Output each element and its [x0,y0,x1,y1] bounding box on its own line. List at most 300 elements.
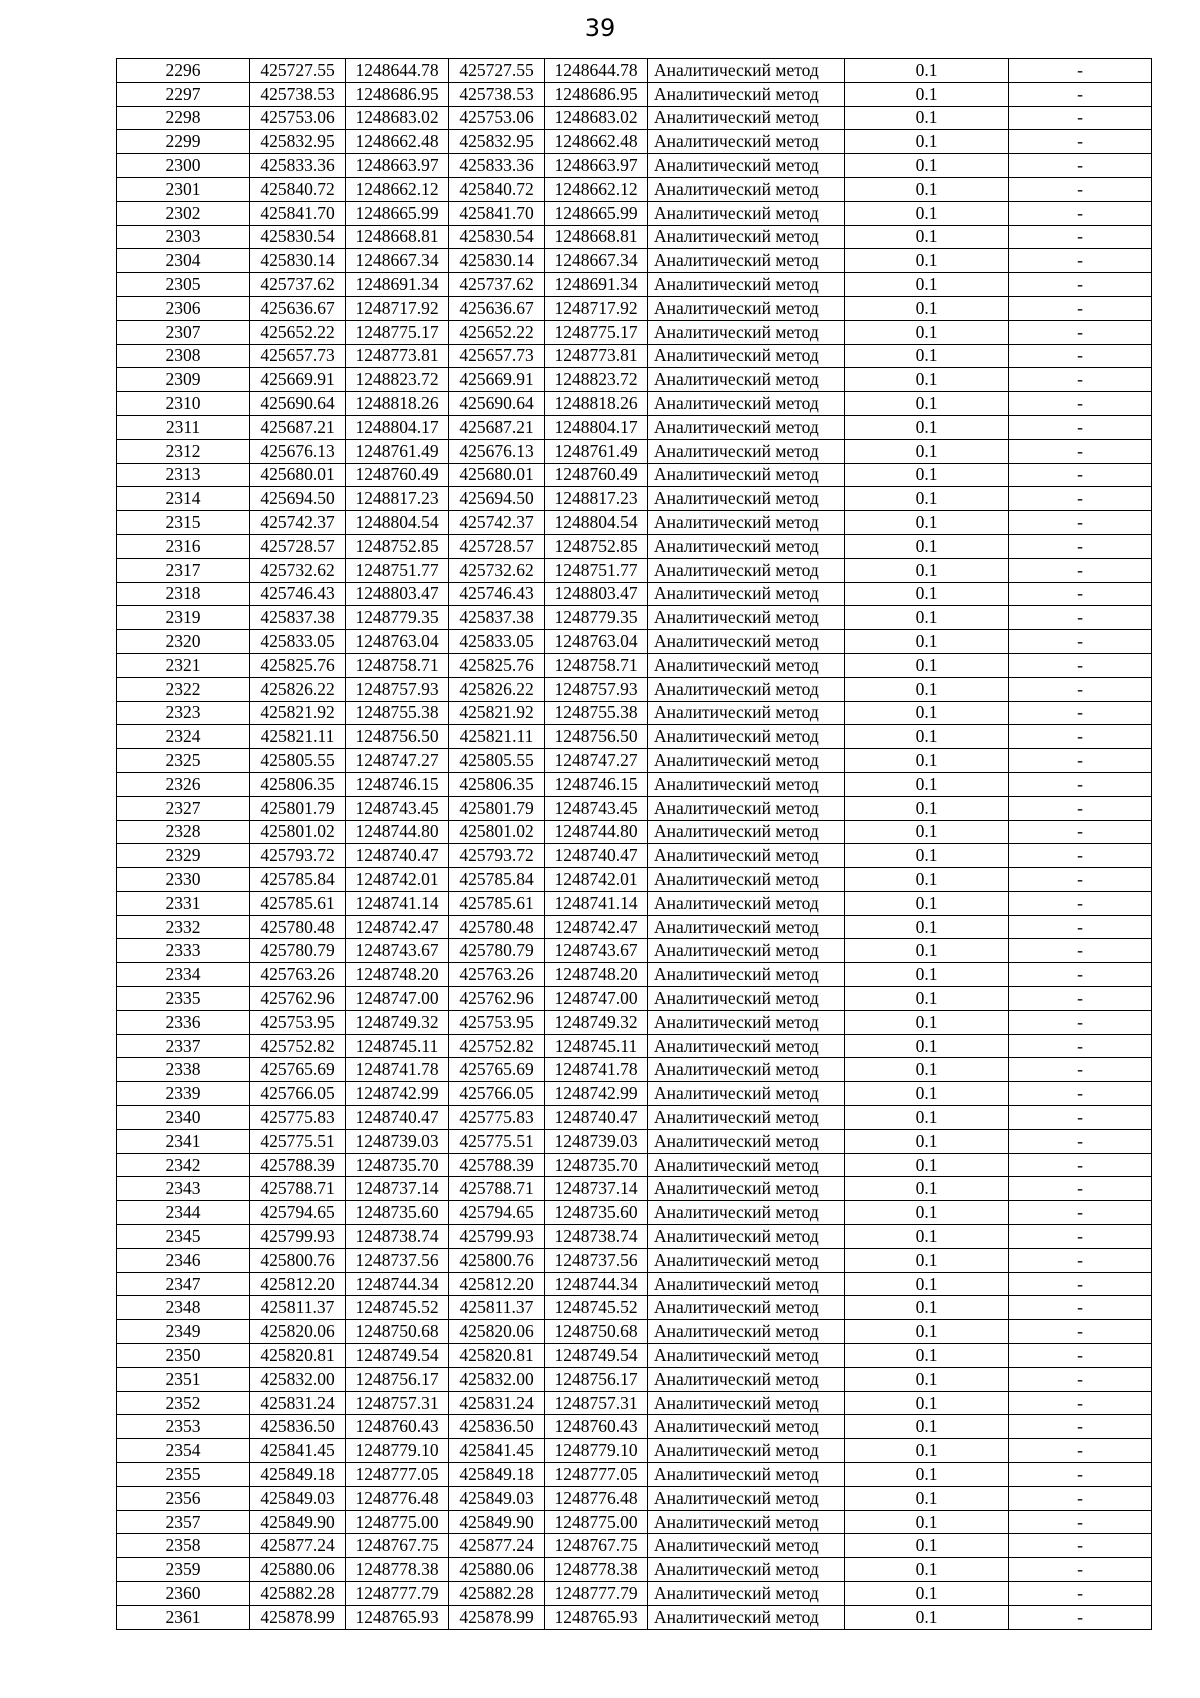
y-coord-cell: 1248803.47 [545,582,648,606]
point-number-cell: 2315 [117,511,250,535]
table-row [117,1082,1152,1106]
dash-cell: - [1009,1082,1152,1106]
y-coord-cell: 1248777.79 [545,1582,648,1606]
y-coord-cell: 1248749.32 [545,1010,648,1034]
method-cell: Аналитический метод [648,1367,845,1391]
x-coord-cell: 425742.37 [250,511,346,535]
y-coord-cell: 1248775.00 [545,1510,648,1534]
accuracy-cell: 0.1 [845,820,1009,844]
point-number-cell: 2307 [117,320,250,344]
accuracy-cell: 0.1 [845,1010,1009,1034]
y-coord-cell: 1248758.71 [545,653,648,677]
method-cell: Аналитический метод [648,320,845,344]
y-coord-cell: 1248665.99 [346,201,449,225]
method-cell: Аналитический метод [648,558,845,582]
dash-cell: - [1009,1129,1152,1153]
dash-cell: - [1009,1344,1152,1368]
point-number-cell: 2312 [117,439,250,463]
accuracy-cell: 0.1 [845,1248,1009,1272]
y-coord-cell: 1248803.47 [346,582,449,606]
y-coord-cell: 1248735.60 [545,1201,648,1225]
method-cell: Аналитический метод [648,106,845,130]
dash-cell: - [1009,891,1152,915]
table-row [117,677,1152,701]
point-number-cell: 2340 [117,1106,250,1130]
x-coord-cell: 425821.92 [250,701,346,725]
accuracy-cell: 0.1 [845,558,1009,582]
x-coord-cell: 425799.93 [250,1225,346,1249]
point-number-cell: 2353 [117,1415,250,1439]
x-coord-cell: 425820.06 [250,1320,346,1344]
method-cell: Аналитический метод [648,701,845,725]
table-row [117,749,1152,773]
x-coord-cell: 425880.06 [449,1558,545,1582]
method-cell: Аналитический метод [648,1582,845,1606]
x-coord-cell: 425841.45 [250,1439,346,1463]
accuracy-cell: 0.1 [845,1534,1009,1558]
accuracy-cell: 0.1 [845,868,1009,892]
accuracy-cell: 0.1 [845,177,1009,201]
y-coord-cell: 1248740.47 [346,1106,449,1130]
y-coord-cell: 1248767.75 [545,1534,648,1558]
dash-cell: - [1009,1320,1152,1344]
table-row [117,82,1152,106]
table-row [117,273,1152,297]
point-number-cell: 2313 [117,463,250,487]
x-coord-cell: 425821.92 [449,701,545,725]
accuracy-cell: 0.1 [845,606,1009,630]
point-number-cell: 2351 [117,1367,250,1391]
point-number-cell: 2347 [117,1272,250,1296]
y-coord-cell: 1248744.34 [545,1272,648,1296]
y-coord-cell: 1248756.50 [346,725,449,749]
x-coord-cell: 425821.11 [250,725,346,749]
dash-cell: - [1009,677,1152,701]
x-coord-cell: 425753.06 [250,106,346,130]
x-coord-cell: 425727.55 [449,59,545,83]
x-coord-cell: 425775.83 [250,1106,346,1130]
x-coord-cell: 425882.28 [250,1582,346,1606]
x-coord-cell: 425694.50 [449,487,545,511]
y-coord-cell: 1248804.17 [346,415,449,439]
accuracy-cell: 0.1 [845,1558,1009,1582]
dash-cell: - [1009,1486,1152,1510]
dash-cell: - [1009,344,1152,368]
y-coord-cell: 1248761.49 [346,439,449,463]
point-number-cell: 2348 [117,1296,250,1320]
table-row [117,1391,1152,1415]
dash-cell: - [1009,1248,1152,1272]
x-coord-cell: 425825.76 [449,653,545,677]
y-coord-cell: 1248748.20 [346,963,449,987]
accuracy-cell: 0.1 [845,915,1009,939]
table-row [117,1463,1152,1487]
table-row [117,1272,1152,1296]
accuracy-cell: 0.1 [845,891,1009,915]
point-number-cell: 2349 [117,1320,250,1344]
accuracy-cell: 0.1 [845,1605,1009,1629]
table-row [117,249,1152,273]
x-coord-cell: 425840.72 [449,177,545,201]
x-coord-cell: 425882.28 [449,1582,545,1606]
accuracy-cell: 0.1 [845,344,1009,368]
table-row [117,1296,1152,1320]
accuracy-cell: 0.1 [845,1344,1009,1368]
y-coord-cell: 1248662.48 [346,130,449,154]
x-coord-cell: 425811.37 [449,1296,545,1320]
method-cell: Аналитический метод [648,1272,845,1296]
method-cell: Аналитический метод [648,1534,845,1558]
point-number-cell: 2304 [117,249,250,273]
point-number-cell: 2297 [117,82,250,106]
y-coord-cell: 1248742.47 [545,915,648,939]
dash-cell: - [1009,463,1152,487]
y-coord-cell: 1248735.70 [545,1153,648,1177]
accuracy-cell: 0.1 [845,154,1009,178]
point-number-cell: 2302 [117,201,250,225]
table-row [117,511,1152,535]
table-row [117,225,1152,249]
x-coord-cell: 425694.50 [250,487,346,511]
y-coord-cell: 1248644.78 [346,59,449,83]
point-number-cell: 2326 [117,772,250,796]
method-cell: Аналитический метод [648,392,845,416]
y-coord-cell: 1248644.78 [545,59,648,83]
accuracy-cell: 0.1 [845,368,1009,392]
x-coord-cell: 425780.79 [449,939,545,963]
x-coord-cell: 425785.84 [449,868,545,892]
accuracy-cell: 0.1 [845,1582,1009,1606]
table-row [117,725,1152,749]
accuracy-cell: 0.1 [845,463,1009,487]
x-coord-cell: 425652.22 [250,320,346,344]
accuracy-cell: 0.1 [845,1439,1009,1463]
point-number-cell: 2318 [117,582,250,606]
x-coord-cell: 425753.95 [250,1010,346,1034]
dash-cell: - [1009,963,1152,987]
point-number-cell: 2359 [117,1558,250,1582]
table-row [117,1153,1152,1177]
y-coord-cell: 1248779.35 [346,606,449,630]
dash-cell: - [1009,939,1152,963]
accuracy-cell: 0.1 [845,1082,1009,1106]
accuracy-cell: 0.1 [845,939,1009,963]
dash-cell: - [1009,844,1152,868]
method-cell: Аналитический метод [648,415,845,439]
x-coord-cell: 425752.82 [449,1034,545,1058]
table-row [117,1058,1152,1082]
table-row [117,106,1152,130]
y-coord-cell: 1248756.17 [346,1367,449,1391]
y-coord-cell: 1248749.32 [346,1010,449,1034]
accuracy-cell: 0.1 [845,1058,1009,1082]
x-coord-cell: 425775.51 [449,1129,545,1153]
dash-cell: - [1009,772,1152,796]
x-coord-cell: 425738.53 [250,82,346,106]
y-coord-cell: 1248745.52 [545,1296,648,1320]
dash-cell: - [1009,1106,1152,1130]
x-coord-cell: 425801.79 [449,796,545,820]
point-number-cell: 2320 [117,630,250,654]
x-coord-cell: 425775.51 [250,1129,346,1153]
table-row [117,582,1152,606]
x-coord-cell: 425766.05 [449,1082,545,1106]
x-coord-cell: 425806.35 [449,772,545,796]
y-coord-cell: 1248737.56 [346,1248,449,1272]
y-coord-cell: 1248778.38 [346,1558,449,1582]
y-coord-cell: 1248757.93 [346,677,449,701]
x-coord-cell: 425793.72 [250,844,346,868]
y-coord-cell: 1248760.49 [545,463,648,487]
dash-cell: - [1009,796,1152,820]
accuracy-cell: 0.1 [845,844,1009,868]
method-cell: Аналитический метод [648,177,845,201]
y-coord-cell: 1248752.85 [346,534,449,558]
method-cell: Аналитический метод [648,749,845,773]
x-coord-cell: 425833.05 [449,630,545,654]
accuracy-cell: 0.1 [845,749,1009,773]
point-number-cell: 2317 [117,558,250,582]
y-coord-cell: 1248752.85 [545,534,648,558]
accuracy-cell: 0.1 [845,59,1009,83]
x-coord-cell: 425836.50 [449,1415,545,1439]
method-cell: Аналитический метод [648,1177,845,1201]
method-cell: Аналитический метод [648,963,845,987]
accuracy-cell: 0.1 [845,1034,1009,1058]
x-coord-cell: 425801.02 [449,820,545,844]
dash-cell: - [1009,534,1152,558]
table-row [117,1344,1152,1368]
table-row [117,415,1152,439]
accuracy-cell: 0.1 [845,439,1009,463]
y-coord-cell: 1248745.11 [545,1034,648,1058]
y-coord-cell: 1248773.81 [346,344,449,368]
accuracy-cell: 0.1 [845,82,1009,106]
x-coord-cell: 425806.35 [250,772,346,796]
y-coord-cell: 1248663.97 [545,154,648,178]
y-coord-cell: 1248667.34 [346,249,449,273]
y-coord-cell: 1248668.81 [346,225,449,249]
x-coord-cell: 425737.62 [449,273,545,297]
table-row [117,1510,1152,1534]
x-coord-cell: 425849.90 [250,1510,346,1534]
y-coord-cell: 1248818.26 [346,392,449,416]
point-number-cell: 2327 [117,796,250,820]
x-coord-cell: 425780.48 [449,915,545,939]
x-coord-cell: 425676.13 [250,439,346,463]
x-coord-cell: 425849.03 [250,1486,346,1510]
accuracy-cell: 0.1 [845,1320,1009,1344]
x-coord-cell: 425849.03 [449,1486,545,1510]
y-coord-cell: 1248686.95 [545,82,648,106]
page-number: 39 [584,14,616,42]
table-row [117,1225,1152,1249]
x-coord-cell: 425763.26 [449,963,545,987]
point-number-cell: 2330 [117,868,250,892]
dash-cell: - [1009,130,1152,154]
dash-cell: - [1009,82,1152,106]
y-coord-cell: 1248763.04 [545,630,648,654]
point-number-cell: 2301 [117,177,250,201]
table-row [117,939,1152,963]
point-number-cell: 2333 [117,939,250,963]
x-coord-cell: 425737.62 [250,273,346,297]
y-coord-cell: 1248779.10 [545,1439,648,1463]
x-coord-cell: 425832.00 [449,1367,545,1391]
method-cell: Аналитический метод [648,296,845,320]
accuracy-cell: 0.1 [845,1367,1009,1391]
x-coord-cell: 425690.64 [449,392,545,416]
accuracy-cell: 0.1 [845,1106,1009,1130]
method-cell: Аналитический метод [648,225,845,249]
table-row [117,1605,1152,1629]
table-row [117,1177,1152,1201]
x-coord-cell: 425794.65 [449,1201,545,1225]
method-cell: Аналитический метод [648,344,845,368]
y-coord-cell: 1248741.78 [346,1058,449,1082]
point-number-cell: 2329 [117,844,250,868]
y-coord-cell: 1248746.15 [346,772,449,796]
accuracy-cell: 0.1 [845,701,1009,725]
dash-cell: - [1009,749,1152,773]
y-coord-cell: 1248686.95 [346,82,449,106]
accuracy-cell: 0.1 [845,1486,1009,1510]
method-cell: Аналитический метод [648,725,845,749]
y-coord-cell: 1248735.60 [346,1201,449,1225]
dash-cell: - [1009,653,1152,677]
method-cell: Аналитический метод [648,582,845,606]
table-row [117,1582,1152,1606]
accuracy-cell: 0.1 [845,249,1009,273]
table-row [117,868,1152,892]
x-coord-cell: 425820.81 [449,1344,545,1368]
x-coord-cell: 425762.96 [250,987,346,1011]
accuracy-cell: 0.1 [845,582,1009,606]
x-coord-cell: 425821.11 [449,725,545,749]
method-cell: Аналитический метод [648,1201,845,1225]
dash-cell: - [1009,1153,1152,1177]
y-coord-cell: 1248740.47 [545,1106,648,1130]
y-coord-cell: 1248823.72 [346,368,449,392]
x-coord-cell: 425727.55 [250,59,346,83]
dash-cell: - [1009,154,1152,178]
point-number-cell: 2352 [117,1391,250,1415]
x-coord-cell: 425849.18 [250,1463,346,1487]
y-coord-cell: 1248757.93 [545,677,648,701]
x-coord-cell: 425788.39 [449,1153,545,1177]
y-coord-cell: 1248777.79 [346,1582,449,1606]
x-coord-cell: 425849.18 [449,1463,545,1487]
y-coord-cell: 1248779.10 [346,1439,449,1463]
y-coord-cell: 1248691.34 [346,273,449,297]
point-number-cell: 2339 [117,1082,250,1106]
table-row [117,796,1152,820]
y-coord-cell: 1248750.68 [346,1320,449,1344]
x-coord-cell: 425826.22 [250,677,346,701]
table-row [117,701,1152,725]
method-cell: Аналитический метод [648,1391,845,1415]
dash-cell: - [1009,1415,1152,1439]
table-row [117,392,1152,416]
dash-cell: - [1009,439,1152,463]
y-coord-cell: 1248741.14 [346,891,449,915]
point-number-cell: 2355 [117,1463,250,1487]
y-coord-cell: 1248662.12 [346,177,449,201]
table-row [117,963,1152,987]
x-coord-cell: 425657.73 [449,344,545,368]
y-coord-cell: 1248818.26 [545,392,648,416]
point-number-cell: 2337 [117,1034,250,1058]
table-row [117,154,1152,178]
table-row [117,463,1152,487]
dash-cell: - [1009,59,1152,83]
method-cell: Аналитический метод [648,630,845,654]
accuracy-cell: 0.1 [845,725,1009,749]
y-coord-cell: 1248737.56 [545,1248,648,1272]
y-coord-cell: 1248744.80 [346,820,449,844]
point-number-cell: 2328 [117,820,250,844]
y-coord-cell: 1248777.05 [545,1463,648,1487]
y-coord-cell: 1248747.00 [545,987,648,1011]
y-coord-cell: 1248742.01 [346,868,449,892]
y-coord-cell: 1248773.81 [545,344,648,368]
y-coord-cell: 1248749.54 [346,1344,449,1368]
point-number-cell: 2345 [117,1225,250,1249]
x-coord-cell: 425690.64 [250,392,346,416]
y-coord-cell: 1248779.35 [545,606,648,630]
y-coord-cell: 1248751.77 [545,558,648,582]
dash-cell: - [1009,1225,1152,1249]
x-coord-cell: 425676.13 [449,439,545,463]
dash-cell: - [1009,225,1152,249]
accuracy-cell: 0.1 [845,296,1009,320]
y-coord-cell: 1248739.03 [545,1129,648,1153]
method-cell: Аналитический метод [648,1320,845,1344]
y-coord-cell: 1248767.75 [346,1534,449,1558]
method-cell: Аналитический метод [648,487,845,511]
x-coord-cell: 425680.01 [250,463,346,487]
y-coord-cell: 1248748.20 [545,963,648,987]
method-cell: Аналитический метод [648,939,845,963]
method-cell: Аналитический метод [648,511,845,535]
x-coord-cell: 425728.57 [449,534,545,558]
y-coord-cell: 1248668.81 [545,225,648,249]
dash-cell: - [1009,106,1152,130]
x-coord-cell: 425832.95 [449,130,545,154]
x-coord-cell: 425832.00 [250,1367,346,1391]
x-coord-cell: 425680.01 [449,463,545,487]
point-number-cell: 2316 [117,534,250,558]
x-coord-cell: 425805.55 [449,749,545,773]
x-coord-cell: 425788.71 [449,1177,545,1201]
point-number-cell: 2342 [117,1153,250,1177]
method-cell: Аналитический метод [648,820,845,844]
dash-cell: - [1009,320,1152,344]
dash-cell: - [1009,1058,1152,1082]
method-cell: Аналитический метод [648,606,845,630]
point-number-cell: 2309 [117,368,250,392]
y-coord-cell: 1248737.14 [545,1177,648,1201]
table-row [117,844,1152,868]
x-coord-cell: 425657.73 [250,344,346,368]
x-coord-cell: 425836.50 [250,1415,346,1439]
table-row [117,1106,1152,1130]
y-coord-cell: 1248743.45 [346,796,449,820]
point-number-cell: 2322 [117,677,250,701]
method-cell: Аналитический метод [648,1129,845,1153]
x-coord-cell: 425830.54 [449,225,545,249]
x-coord-cell: 425877.24 [449,1534,545,1558]
